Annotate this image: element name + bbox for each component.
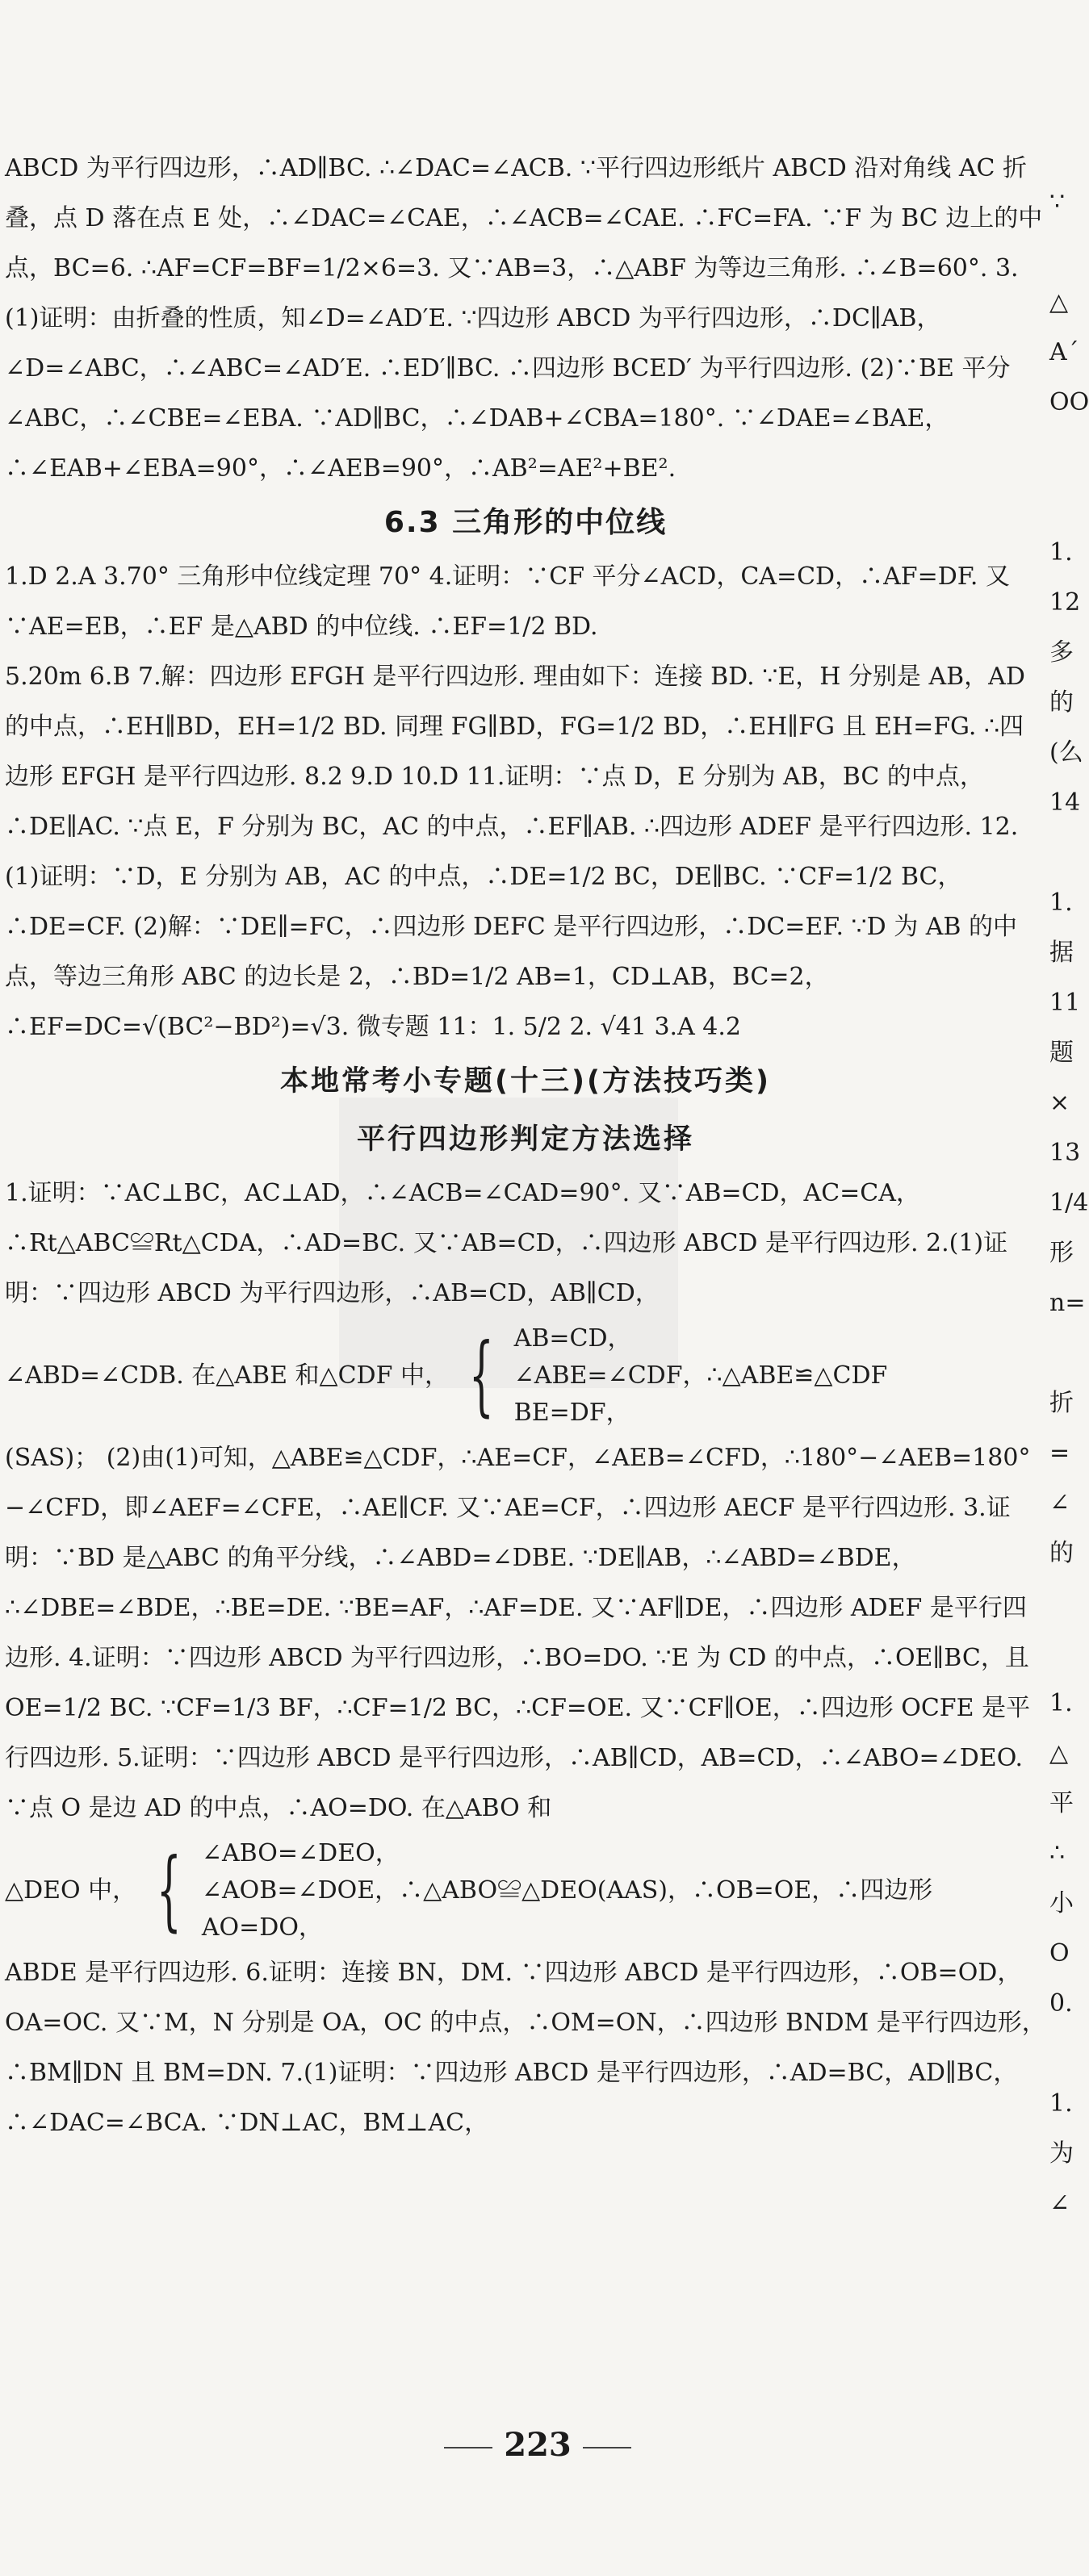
adjacent-column-line: OO bbox=[1049, 388, 1089, 416]
adjacent-column-line: 1. bbox=[1049, 2089, 1073, 2118]
brace-lead-text: ∠ABD=∠CDB. 在△ABE 和△CDF 中， bbox=[5, 1361, 449, 1390]
answer-paragraph: 5.20m 6.B 7.解：四边形 EFGH 是平行四边形. 理由如下：连接 BD. ∵E，H 分别是 AB，AD 的中点，∴EH∥BD，EH=1/2 BD. 同理 FG∥BD，FG=1/2 BD，∴EH∥FG 且 EH=FG. ∴四边形 EFGH 是平行四边形. 8.2 9.D 10.D 11.证明：∵点 D，E 分别为 AB，BC 的中点，∴DE∥AC. ∵点 E，F 分别为 BC，AC 的中点，∴EF∥AB. ∴四边形 ADEF 是平行四边形. 12.(1)证明：∵D，E 分别为 AB，AC 的中点，∴DE=1/2 BC，DE∥BC. ∵CF=1/2 BC，∴DE=CF. (2)解：∵DE∥=FC，∴四边形 DEFC 是平行四边形，∴DC=EF. ∵D 为 AB 的中点，等边三角形 ABC 的边长是 2，∴BD=1/2 AB=1，CD⊥AB，BC=2，∴EF=DC=√(BC²−BD²)=√3. 微专题 11：1. 5/2 2. √41 3.A 4.2 bbox=[5, 663, 1025, 1041]
adjacent-column-line: × bbox=[1049, 1089, 1070, 1117]
adjacent-column-line: 小 bbox=[1049, 1889, 1074, 1917]
adjacent-column-line: ∠ bbox=[1049, 2189, 1070, 2218]
adjacent-column-line: △ bbox=[1049, 288, 1069, 316]
brace-condition: ∠AOB=∠DOE，∴△ABO≌△DEO(AAS)，∴OB=OE，∴四边形 bbox=[201, 1876, 933, 1905]
adjacent-column-line: 13 bbox=[1049, 1139, 1081, 1167]
adjacent-column-line: 1/4 bbox=[1049, 1189, 1089, 1217]
adjacent-column-line: 形 bbox=[1049, 1239, 1074, 1267]
answer-paragraph: ABCD 为平行四边形，∴AD∥BC. ∴∠DAC=∠ACB. ∵平行四边形纸片 ABCD 沿对角线 AC 折叠，点 D 落在点 E 处，∴∠DAC=∠CAE，∴∠ACB=∠CAE. ∴FC=FA. ∵F 为 BC 边上的中点，BC=6. ∴AF=CF=BF=1/2×6=3. 又∵AB=3，∴△ABF 为等边三角形. ∴∠B=60°. 3.(1)证明：由折叠的性质，知∠D=∠AD′E. ∵四边形 ABCD 为平行四边形，∴DC∥AB，∠D=∠ABC，∴∠ABC=∠AD′E. ∴ED′∥BC. ∴四边形 BCED′ 为平行四边形. (2)∵BE 平分∠ABC，∴∠CBE=∠EBA. ∵AD∥BC，∴∠DAB+∠CBA=180°. ∵∠DAE=∠BAE，∴∠EAB+∠EBA=90°，∴∠AEB=90°，∴AB²=AE²+BE². bbox=[5, 154, 1043, 483]
adjacent-column-line bbox=[1049, 1629, 1075, 1679]
section-heading: 平行四边形判定方法选择 bbox=[356, 1123, 694, 1156]
adjacent-column-line: 为 bbox=[1049, 2139, 1074, 2168]
adjacent-column-line bbox=[1049, 1579, 1075, 1629]
adjacent-column-line: 的 bbox=[1049, 1539, 1074, 1567]
adjacent-column-line: 11 bbox=[1049, 989, 1081, 1017]
adjacent-column-line: ∴ bbox=[1049, 1839, 1066, 1867]
section-heading: 本地常考小专题(十三)(方法技巧类) bbox=[280, 1065, 771, 1098]
answer-paragraph: 1.证明：∵AC⊥BC，AC⊥AD，∴∠ACB=∠CAD=90°. 又∵AB=CD，AC=CA，∴Rt△ABC≌Rt△CDA，∴AD=BC. 又∵AB=CD，∴四边形 ABCD 是平行四边形. 2.(1)证明：∵四边形 ABCD 为平行四边形，∴AB=CD，AB∥CD， bbox=[5, 1179, 1008, 1307]
brace-condition: AB=CD， bbox=[513, 1324, 632, 1353]
adjacent-column-line: 折 bbox=[1049, 1389, 1074, 1417]
adjacent-column-line: ∠ bbox=[1049, 1489, 1070, 1517]
brace-trail-text: ∴△ABE≌△CDF bbox=[706, 1361, 888, 1390]
adjacent-column-line: ∵ bbox=[1049, 188, 1066, 216]
section-heading: 6.3 三角形的中位线 bbox=[383, 506, 668, 539]
brace-condition: ∠ABE=∠CDF， bbox=[513, 1361, 707, 1390]
brace-icon: { bbox=[468, 1325, 494, 1426]
answer-paragraph: (SAS)； (2)由(1)可知，△ABE≌△CDF，∴AE=CF，∠AEB=∠CFD，∴180°−∠AEB=180°−∠CFD，即∠AEF=∠CFE，∴AE∥CF. 又∵AE=CF，∴四边形 AECF 是平行四边形. 3.证明：∵BD 是△ABC 的角平分线，∴∠ABD=∠DBE. ∵DE∥AB，∴∠ABD=∠BDE，∴∠DBE=∠BDE，∴BE=DE. ∵BE=AF，∴AF=DE. 又∵AF∥DE，∴四边形 ADEF 是平行四边形. 4.证明：∵四边形 ABCD 为平行四边形，∴BO=DO. ∵E 为 CD 的中点，∴OE∥BC，且 OE=1/2 BC. ∵CF=1/3 BF，∴CF=1/2 BC，∴CF=OE. 又∵CF∥OE，∴四边形 OCFE 是平行四边形. 5.证明：∵四边形 ABCD 是平行四边形，∴AB∥CD，AB=CD，∴∠ABO=∠DEO. ∵点 O 是边 AD 的中点，∴AO=DO. 在△ABO 和 bbox=[5, 1444, 1031, 1822]
adjacent-column-line: n= bbox=[1049, 1289, 1086, 1317]
adjacent-column-line: O bbox=[1049, 1939, 1070, 1968]
adjacent-column-fragment bbox=[1049, 178, 1089, 2229]
brace-condition: BE=DF， bbox=[513, 1399, 630, 1427]
brace-system bbox=[5, 1835, 1046, 1947]
page-number-left-rule bbox=[444, 2447, 492, 2448]
adjacent-column-line: 1. bbox=[1049, 1689, 1073, 1717]
adjacent-column-line: 的 bbox=[1049, 688, 1074, 717]
adjacent-column-line: △ bbox=[1049, 1739, 1069, 1767]
adjacent-column-line bbox=[1049, 228, 1075, 278]
adjacent-column-line bbox=[1049, 2029, 1075, 2079]
adjacent-column-line: 平 bbox=[1049, 1789, 1074, 1817]
adjacent-column-line: 0. bbox=[1049, 1989, 1073, 2018]
brace-system bbox=[5, 1320, 1046, 1432]
adjacent-column-line: 题 bbox=[1049, 1039, 1074, 1067]
brace-icon: { bbox=[157, 1840, 182, 1941]
brace-condition: AO=DO， bbox=[201, 1913, 323, 1942]
adjacent-column-line: = bbox=[1049, 1439, 1070, 1467]
page-number-right-rule bbox=[583, 2447, 631, 2448]
adjacent-column-line bbox=[1049, 478, 1075, 528]
adjacent-column-line: 14 bbox=[1049, 788, 1081, 817]
answer-paragraph: 1.D 2.A 3.70° 三角形中位线定理 70° 4.证明：∵CF 平分∠ACD，CA=CD，∴AF=DF. 又∵AE=EB，∴EF 是△ABD 的中位线. ∴EF=1/2 BD. bbox=[5, 562, 1010, 641]
adjacent-column-line: Aˊ bbox=[1049, 338, 1079, 366]
brace-condition: ∠ABO=∠DEO， bbox=[201, 1839, 400, 1867]
page-number bbox=[0, 2426, 1075, 2464]
page-number-text: 223 bbox=[504, 2426, 572, 2464]
adjacent-column-line: (么 bbox=[1049, 738, 1083, 767]
answer-text-column bbox=[5, 144, 1046, 2148]
brace-conditions bbox=[514, 1320, 707, 1432]
adjacent-column-line: 12 bbox=[1049, 588, 1081, 617]
adjacent-column-line: 1. bbox=[1049, 538, 1073, 567]
brace-conditions bbox=[202, 1835, 932, 1947]
answer-paragraph: ABDE 是平行四边形. 6.证明：连接 BN，DM. ∵四边形 ABCD 是平行四边形，∴OB=OD，OA=OC. 又∵M，N 分别是 OA，OC 的中点，∴OM=ON，∴四边形 BNDM 是平行四边形，∴BM∥DN 且 BM=DN. 7.(1)证明：∵四边形 ABCD 是平行四边形，∴AD=BC，AD∥BC，∴∠DAC=∠BCA. ∵DN⊥AC，BM⊥AC， bbox=[5, 1959, 1046, 2137]
adjacent-column-line: 多 bbox=[1049, 638, 1074, 667]
adjacent-column-line: 据 bbox=[1049, 939, 1074, 967]
adjacent-column-line bbox=[1049, 1328, 1075, 1378]
adjacent-column-line bbox=[1049, 428, 1075, 478]
adjacent-column-line bbox=[1049, 828, 1075, 878]
adjacent-column-line: 1. bbox=[1049, 889, 1073, 917]
brace-lead-text: △DEO 中， bbox=[5, 1876, 137, 1905]
